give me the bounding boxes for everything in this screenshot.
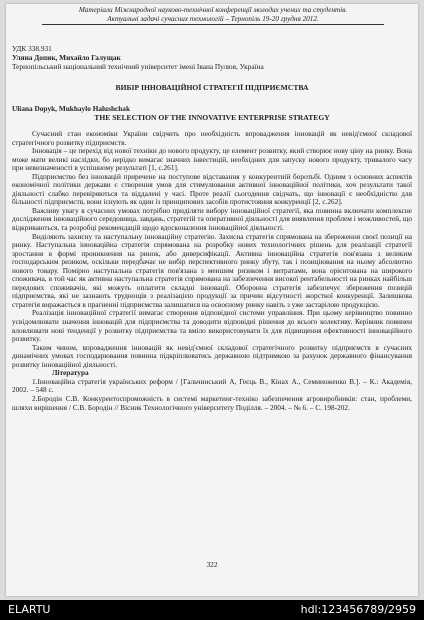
conference-header-line-1: Матеріали Міжнародної науково-технічної конференції молодих учених та студентів. [78,6,348,14]
paragraph: Виділяють захисну та наступальну інноваційну стратегію. Захисна стратегія спрямована на збереження своєї позиції на ринку. Наступальна інноваційна стратегія спрямована на розробку нових технологічних рішень для реалізації стратегії зростання в формі проникнення на ринок, або диверсифікації. Активна інноваційна стратегія пов'язана з великим господарським ризиком, оскільки передбачає не вибір перспективного ринку збуту, так і позиціювання на ньому абсолютно нового товару. Помірно наступальна стратегія пов'язана з меншим ризиком і витратами, вона орієнтована на широкого споживача, в той час як активна наступальна стратегія спрямована на забезпечення високої рентабельності на ринках найбільш передових споживачів, які можуть оплатити складні інновації. Оборонна стратегія забезпечує збереження позицій підприємства, які не зазнають труднощів з реалізацією продукції за причин відсутності жорсткої конкуренції. Залишкова стратегія виражається в прагненні підприємства залишатися на освоєному ринку навіть з уже застарілою продукцією. [12,231,412,309]
paper-page [6,4,418,596]
paragraph: Реалізація інноваційної стратегії вимагає створення відповідної системи управління. При цьому керівництво повинно усвідомлювати значення інновацій для підприємства та доводити відповідні рішення до всього колективу. Керівник повинен вловлювати нові тенденції у розвитку підприємства та вміло використовувати їх для підвищення ефективності інноваційного розвитку. [12,308,412,344]
conference-header-line-2: Актуальні задачі сучасних технологій – Тернопіль 19-20 грудня 2012. [42,15,384,26]
authors-ua: Уляна Допик, Михайло Галущак [12,53,121,62]
conference-header [42,6,384,25]
paragraph: Підприємство без інновацій приречене на поступове відставання у конкурентній боротьбі. Одним з основних аспектів економічної політики держави є створення умов для стимулювання активної інноваційної політики, хоч результати такої діяльності слабко перевіряються та віддалені у часі. Проте реалії сьогодення свідчать, що інновації є необхідністю для більшості підприємств, вони існують як один із принципових засобів протистояння конкуренції [2, с.262]. [12,171,412,207]
authors-en: Uliana Dopyk, Mukhaylo Halushchak [12,104,131,113]
udk-code: УДК 338.931 [12,44,52,53]
affiliation: Тернопільський національний технічний університет імені Івана Пулюя, Україна [12,62,264,71]
paragraph: Таким чином, впровадження інновацій як невід'ємної складової стратегічного розвитку підприємств в сучасних динамічних умовах господарювання повинна підкріплюватись державною підтримкою за рахунок державного фінансування розвитку інноваційної діяльності. [12,342,412,369]
reference-item: 1.Інноваційна стратегія українських реформ / [Гальчинський А, Геєць В., Кінах А., Семиноженко В.]. – К.: Академія, 2002. – 548 с. [12,376,412,395]
paragraph: Сучасний стан економіки України свідчить про необхідність впровадження інновацій як невід'ємної складової стратегічного розвитку підприємств. [12,129,412,147]
reference-item: 2.Бородін С.В. Конкурентоспроможність в системі маркетинг-техніко забезпечення агровиробників: стан, проблеми, шляхи вирішення / С.В. Бородін // Вісник Технологічного університету Поділля. – 2004. – № 6. – С. 198-202. [12,393,412,412]
handle-id: hdl:123456789/2959 [300,603,416,616]
paper-body [12,130,412,412]
paper-title-ua: ВИБІР ІННОВАЦІЙНОЇ СТРАТЕГІЇ ПІДПРИЄМСТВА [115,83,309,92]
repository-name: ELARTU [8,603,51,616]
paragraph: Інновація – це перехід від нової техніки до нового продукту, це елемент розвитку, який створює нову ціну на ринку. Вона може мати великі наслідки, бо нерідко вимагає значних інвестицій, необхідних для запуску нового продукту, тривалого часу при невизначеності в успішному результаті [1, с.261]. [12,146,412,173]
archive-footer-bar [0,600,424,620]
paragraph: Важливу увагу в сучасних умовах потрібно приділяти вибору інноваційної стратегії, яка повинна включати комплексне дослідження інноваційного середовища, завдань, стратегій та оперативної діяльності для виявлення проблем і можливостей, що відкриваються, та розробці рекомендацій щодо вдосконалення інноваційної діяльності. [12,205,412,233]
paper-title-en: THE SELECTION OF THE INNOVATIVE ENTERPRISE STRATEGY [94,113,330,122]
page-number: 322 [206,560,218,569]
references-heading: Література [52,368,89,378]
